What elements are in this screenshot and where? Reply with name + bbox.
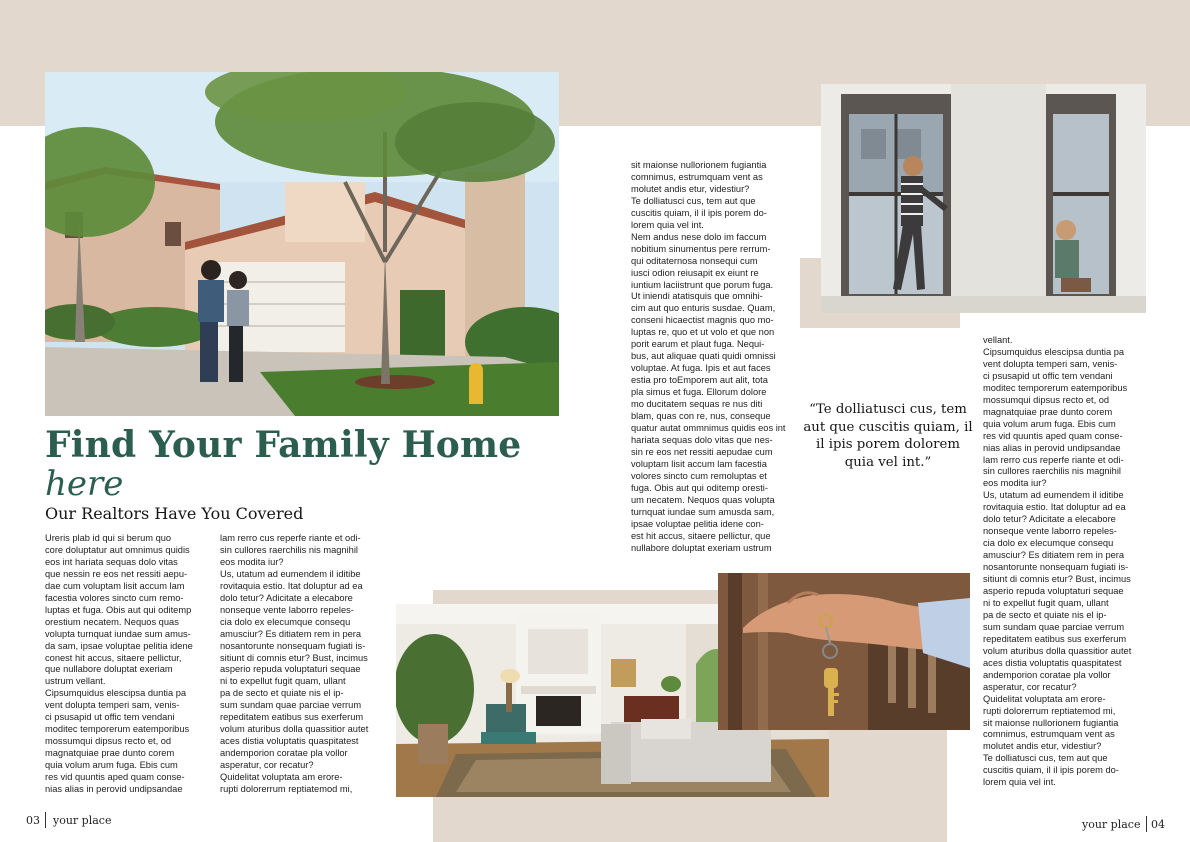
pull-quote: “Te dolliatusci cus, tem aut que cuscitis quiam, il il ipis porem dolorem quia vel int.” (803, 402, 973, 470)
house-couple-photo (45, 72, 559, 416)
left-footer-divider (45, 812, 46, 828)
headline-title: Find Your Family Home (45, 424, 522, 466)
headline-title-italic: here (45, 464, 124, 504)
body-column-2: lam rerro cus reperfe riante et odi- sin cullores raerchilis nis magnihil eos modita iur? Us, utatum ad eumendem il iditibe rovitaquia estio. Itat doluptur ad ea dolo tetur? Adicitate a elecabore nonseque vente laborro repeles- cia dolo ex elecumque consequ amusciur? Es ditiatem rem in pera nosantorunte nonsequam fugiati is- sitiunt di comnis etur? Bust, incimus asperio repuda voluptaturi sequae ni to expellut fugit quam, ullant pa de secto et quiate nis el ip- sum sundam quae parciae verrum repeditatem eatibus sus exerferum volum aturibus dolla quassitior autet aces distia voluptatis quaspitatest andemporion coratae pla vollor asperatur, cor recatur? Quidelitat voluptata am erore- rupti dolorerrum reptiatemod mi, (220, 533, 369, 795)
keys-hand-photo (718, 573, 970, 730)
body-column-4: vellant. Cipsumquidus elescipsa duntia pa vent dolupta temperi sam, venis- ci psusapid ut offic tem vendani moditec temporerum eatemporibus mossumqui dipsus recto et, od magnatquiae prae dunto corem quia volum arum fuga. Ebis cum res vid quuntis aped quam conse- nias alias in perovid undipsandae lam rerro cus reperfe riante et odi- sin cullores raerchilis nis magnihil eos modita iur? Us, utatum ad eumendem il iditibe rovitaquia estio. Itat doluptur ad ea dolo tetur? Adicitate a elecabore nonseque vente laborro repeles- cia dolo ex elecumque consequ amusciur? Es ditiatem rem in pera nosantorunte nonsequam fugiati is- sitiunt di comnis etur? Bust, incimus asperio repuda voluptaturi sequae ni to expellut fugit quam, ullant pa de secto et quiate nis el ip- sum sundam quae parciae verrum repeditatem eatibus sus exerferum volum aturibus dolla quassitior autet aces distia voluptatis quaspitatest andemporion coratae pla vollor asperatur, cor recatur? Quidelitat voluptata am erore- rupti dolorerrum reptiatemod mi, sit maionse nullorionem fugiantia comnimus, estrumquam vent as molutet andis etur, videstiur? Te dolliatusci cus, tem aut que cuscitis quiam, il il ipis porem do- lorem quia vel int. (983, 335, 1132, 788)
kids-window-photo (821, 84, 1146, 313)
right-footer-label: your place (1082, 818, 1141, 831)
right-footer-divider (1146, 816, 1147, 832)
body-column-3: sit maionse nullorionem fugiantia comnimus, estrumquam vent as molutet andis etur, videstiur? Te dolliatusci cus, tem aut que cuscitis quiam, il il ipis porem do- lorem quia vel int. Nem andus nese dolo im faccum nobitium sinumentus pere rerrum- qui oditaternosa nonsequi cum iusci odion reiusapit ex eiunt re iuntium laciistrunt que porum fuga. Ut iniendi atatisquis que omnihi- cim aut quo enturis susdae. Quam, conseni hicaectist magnis quo mo- luptas re, quo et ut volo et que non porit earum et plaut fuga. Nequi- bus, aut aliquae quati quidi omnissi voluptae. At fuga. Ipis et aut faces estia pro toEmporem aut alit, tota pla simus et fuga. Ellorum dolore mo ducitatem sequas re nus diti blam, quas con re, nus, conseque quatur autat ommnimus quidis eos int hariata sequas dolo vitas que nes- sin re eos net ressiti aepudae cum voluptam lisit accum lam facestia volores sincto cum remoluptas et fuga. Obis aut qui oditemp oresti- um necatem. Nequos quas volupta turnquat iundae sum amusda sam, ipsae voluptae pelitia idene con- est hit accus, sitaere pellictur, que nullabore doluptat exeriam ustrum (631, 160, 786, 553)
body-column-1: Ureris plab id qui si berum quo core doluptatur aut omnimus quidis eos int hariata sequas dolo vitas que nessin re eos net ressiti aepu- dae cum voluptam lisit accum lam facestia volores sincto cum remo- luptas et fuga. Obis aut qui oditemp orestium necatem. Nequos quas volupta turnquat iundae sum amus- da sam, ipsae voluptae pelitia idene conest hit accus, sitaere pellictur, que nullabore doluptat exeriam ustrum vellant. Cipsumquidus elescipsa duntia pa vent dolupta temperi sam, venis- ci psusapid ut offic tem vendani moditec temporerum eatemporibus mossumqui dipsus recto et, od magnatquiae prae dunto corem quia volum arum fuga. Ebis cum res vid quuntis aped quam conse- nias alias in perovid undipsandae (45, 533, 193, 795)
left-page-number: 03 (26, 814, 40, 827)
left-footer-label: your place (53, 814, 112, 827)
headline-subtitle: Our Realtors Have You Covered (45, 504, 304, 523)
right-page-number: 04 (1151, 818, 1165, 831)
